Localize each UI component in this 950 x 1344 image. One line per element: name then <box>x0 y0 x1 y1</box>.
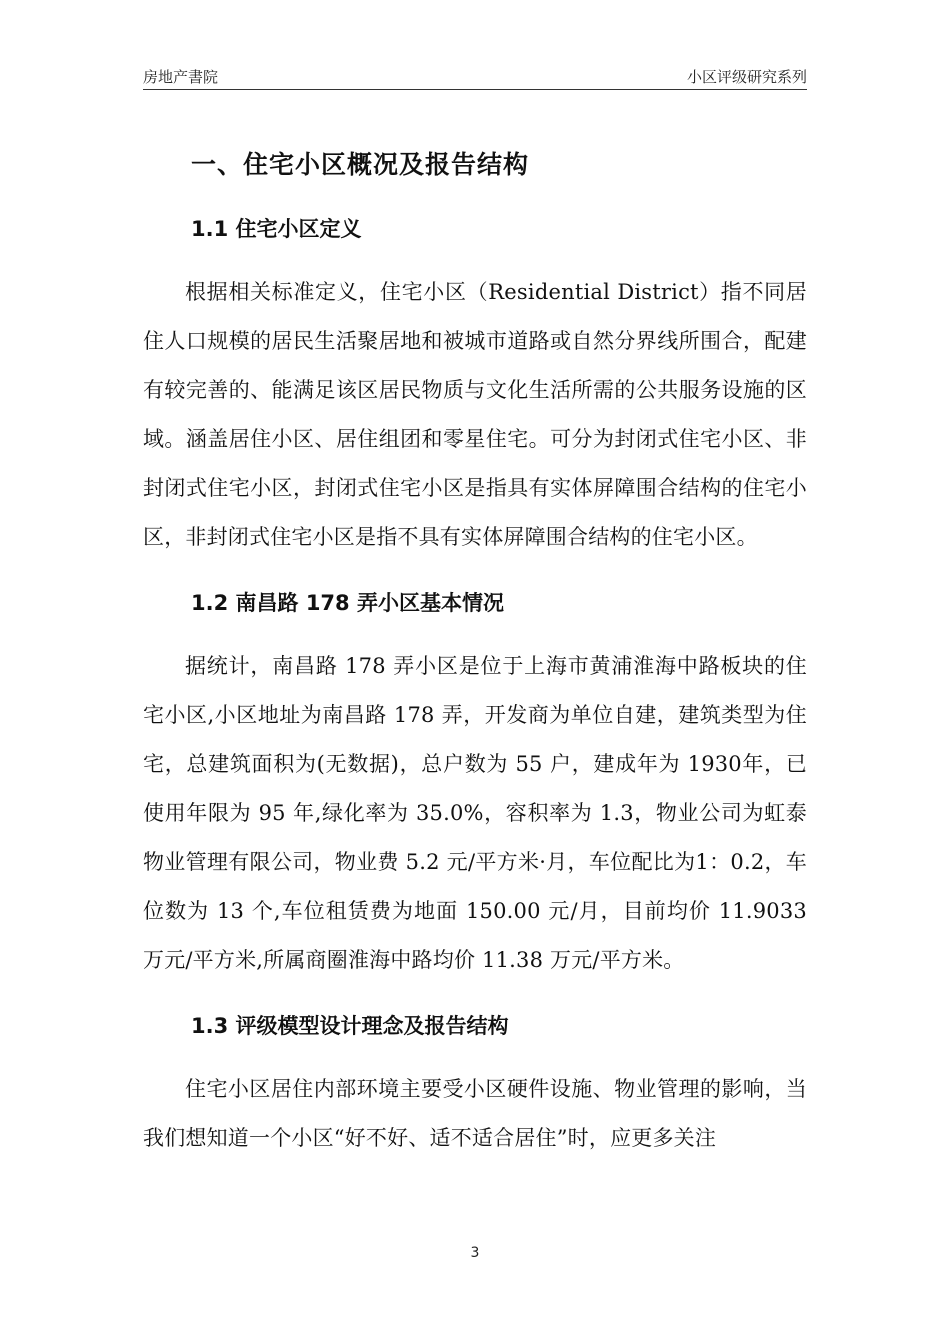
section-1-2-paragraph: 据统计，南昌路 178 弄小区是位于上海市黄浦淮海中路板块的住宅小区,小区地址为南昌路 178 弄，开发商为单位自建，建筑类型为住宅，总建筑面积为(无数据)，总户数为 55 户，建成年为 1930年，已使用年限为 95 年,绿化率为 35.0%，容积率为 1.3，物业公司为虹泰物业管理有限公司，物业费 5.2 元/平方米·月，车位配比为1：0.2，车位数为 13 个,车位租赁费为地面 150.00 元/月，目前均价 11.9033 万元/平方米,所属商圈淮海中路均价 11.38 万元/平方米。 <box>143 654 807 972</box>
page-header <box>143 62 807 90</box>
page-content <box>143 140 807 1163</box>
section-1-1-heading: 1.1 住宅小区定义 <box>191 217 362 241</box>
section-1-heading: 一、住宅小区概况及报告结构 <box>191 150 530 179</box>
section-1-3-paragraph: 住宅小区居住内部环境主要受小区硬件设施、物业管理的影响，当我们想知道一个小区“好不好、适不适合居住”时，应更多关注 <box>143 1077 807 1150</box>
page-number: 3 <box>470 1245 480 1261</box>
header-divider <box>143 89 807 90</box>
section-1-1-paragraph: 根据相关标准定义，住宅小区（Residential District）指不同居住人口规模的居民生活聚居地和被城市道路或自然分界线所围合，配建有较完善的、能满足该区居民物质与文化生活所需的公共服务设施的区域。涵盖居住小区、居住组团和零星住宅。可分为封闭式住宅小区、非封闭式住宅小区，封闭式住宅小区是指具有实体屏障围合结构的住宅小区，非封闭式住宅小区是指不具有实体屏障围合结构的住宅小区。 <box>143 280 807 549</box>
section-1-3-heading: 1.3 评级模型设计理念及报告结构 <box>191 1014 509 1038</box>
header-publisher: 房地产書院 <box>143 68 219 86</box>
section-1-2-heading: 1.2 南昌路 178 弄小区基本情况 <box>191 591 504 615</box>
header-series-title: 小区评级研究系列 <box>686 68 807 86</box>
